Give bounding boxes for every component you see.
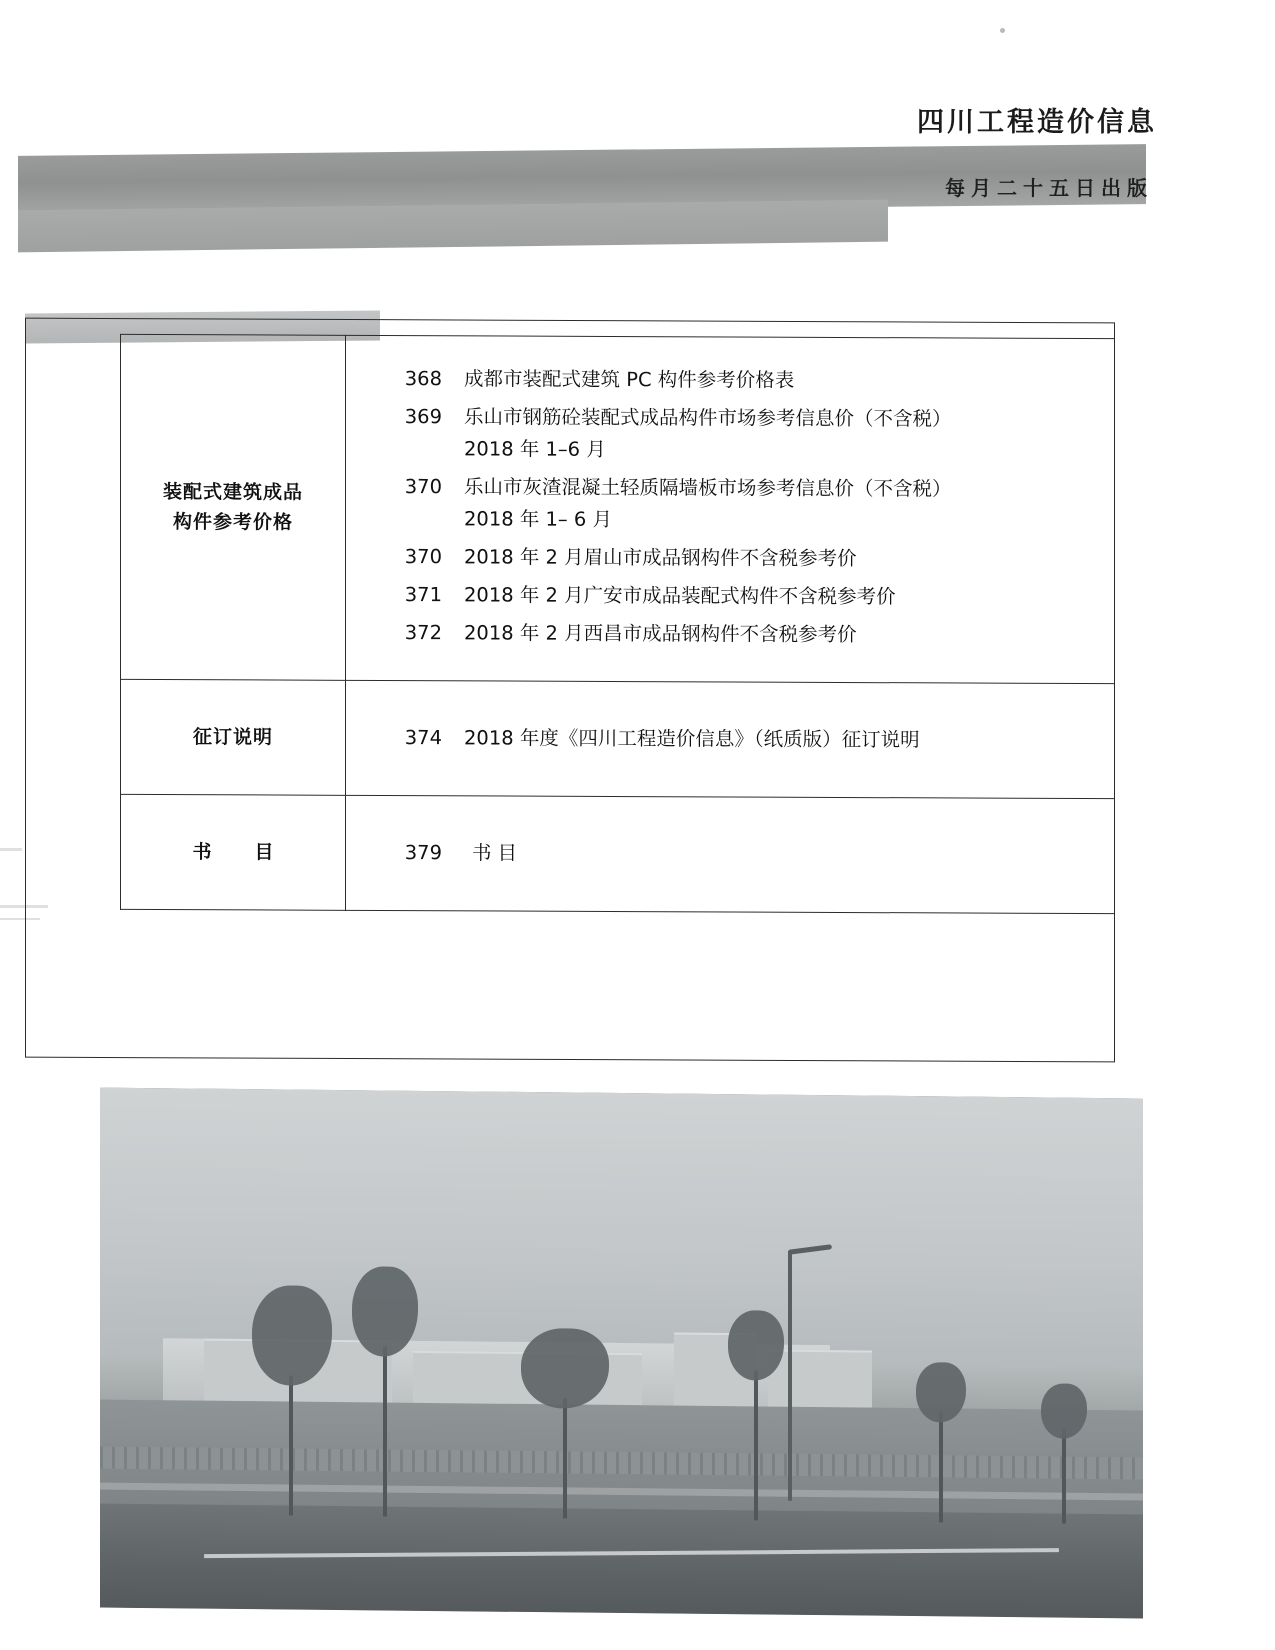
entry-page-number: 372 (404, 621, 442, 645)
page-header (0, 0, 1275, 270)
scan-speck (1000, 28, 1005, 33)
entry-title: 2018 年 2 月眉山市成品钢构件不含税参考价 (464, 545, 857, 571)
entry-page-number: 370 (404, 475, 442, 499)
photo-tree (246, 1285, 336, 1516)
toc-section-label-booklist (121, 794, 346, 910)
toc-entries-booklist (346, 795, 1115, 913)
entry-title: 乐山市灰渣混凝土轻质隔墙板市场参考信息价（不含税） (464, 475, 952, 501)
toc-label-line-1: 征订说明 (192, 726, 273, 749)
masthead-title: 四川工程造价信息 (917, 107, 1157, 138)
entry-title-continued: 2018 年 1– 6 月 (464, 507, 612, 531)
toc-section-label-subscription (121, 679, 346, 795)
photo-tree-trunk (754, 1371, 758, 1521)
photo-tree (1039, 1384, 1089, 1525)
table-row (121, 794, 1115, 913)
masthead-subtitle: 每月二十五日出版 (945, 176, 1153, 200)
entry-page-number: 369 (404, 405, 442, 429)
toc-label-line-1: 书 目 (192, 841, 286, 864)
entry-title: 书目 (472, 841, 524, 865)
list-item[interactable] (390, 836, 1104, 873)
toc-label-line-2: 构件参考价格 (172, 511, 293, 534)
photo-tree-canopy (728, 1311, 784, 1382)
photo-tree-trunk (383, 1347, 387, 1517)
scan-artifact-left-1 (0, 848, 22, 851)
photo-street-lamp (788, 1250, 792, 1500)
entry-title: 2018 年 2 月广安市成品装配式构件不含税参考价 (464, 583, 896, 609)
list-item[interactable] (390, 362, 1104, 399)
entry-title-continued: 2018 年 1–6 月 (464, 437, 606, 461)
table-row (121, 679, 1115, 798)
photo-tree-canopy (521, 1328, 609, 1409)
photo-tree-trunk (289, 1376, 293, 1516)
toc-entries-subscription (346, 680, 1115, 798)
list-item[interactable] (390, 578, 1104, 615)
entry-page-number: 370 (404, 545, 442, 569)
photo-tree-canopy (352, 1267, 418, 1358)
toc-label-line-1: 装配式建筑成品 (162, 481, 303, 504)
photo-tree-trunk (563, 1399, 567, 1519)
photo-tree (726, 1310, 786, 1521)
photo-tree (517, 1328, 612, 1519)
entry-page-number: 374 (404, 726, 442, 750)
list-item[interactable] (390, 616, 1104, 653)
toc-section-label-prefab (121, 334, 346, 680)
table-row (121, 334, 1115, 683)
photo-tree (914, 1362, 969, 1523)
entry-title: 乐山市钢筋砼装配式成品构件市场参考信息价（不含税） (464, 405, 952, 431)
table-of-contents (25, 312, 1117, 1067)
page-photograph (100, 1088, 1143, 1619)
photo-tree-canopy (252, 1286, 332, 1387)
entry-page-number: 368 (404, 367, 442, 391)
photo-tree-trunk (1062, 1429, 1066, 1524)
photo-tree (350, 1267, 420, 1518)
list-item-continuation (390, 502, 1104, 539)
photo-tree-canopy (1041, 1384, 1087, 1439)
entry-page-number: 371 (404, 583, 442, 607)
photo-tree-canopy (916, 1362, 966, 1423)
list-item[interactable] (390, 540, 1104, 577)
list-item-continuation (390, 432, 1104, 469)
photo-tree-trunk (939, 1413, 943, 1523)
entry-title: 2018 年度《四川工程造价信息》（纸质版）征订说明 (464, 726, 920, 752)
entry-page-number: 379 (404, 841, 442, 865)
list-item[interactable] (390, 721, 1104, 758)
entry-title: 成都市装配式建筑 PC 构件参考价格表 (464, 367, 795, 392)
toc-table (120, 334, 1115, 914)
entry-title: 2018 年 2 月西昌市成品钢构件不含税参考价 (464, 621, 857, 647)
photo-road (100, 1504, 1143, 1619)
toc-entries-prefab (346, 335, 1115, 683)
